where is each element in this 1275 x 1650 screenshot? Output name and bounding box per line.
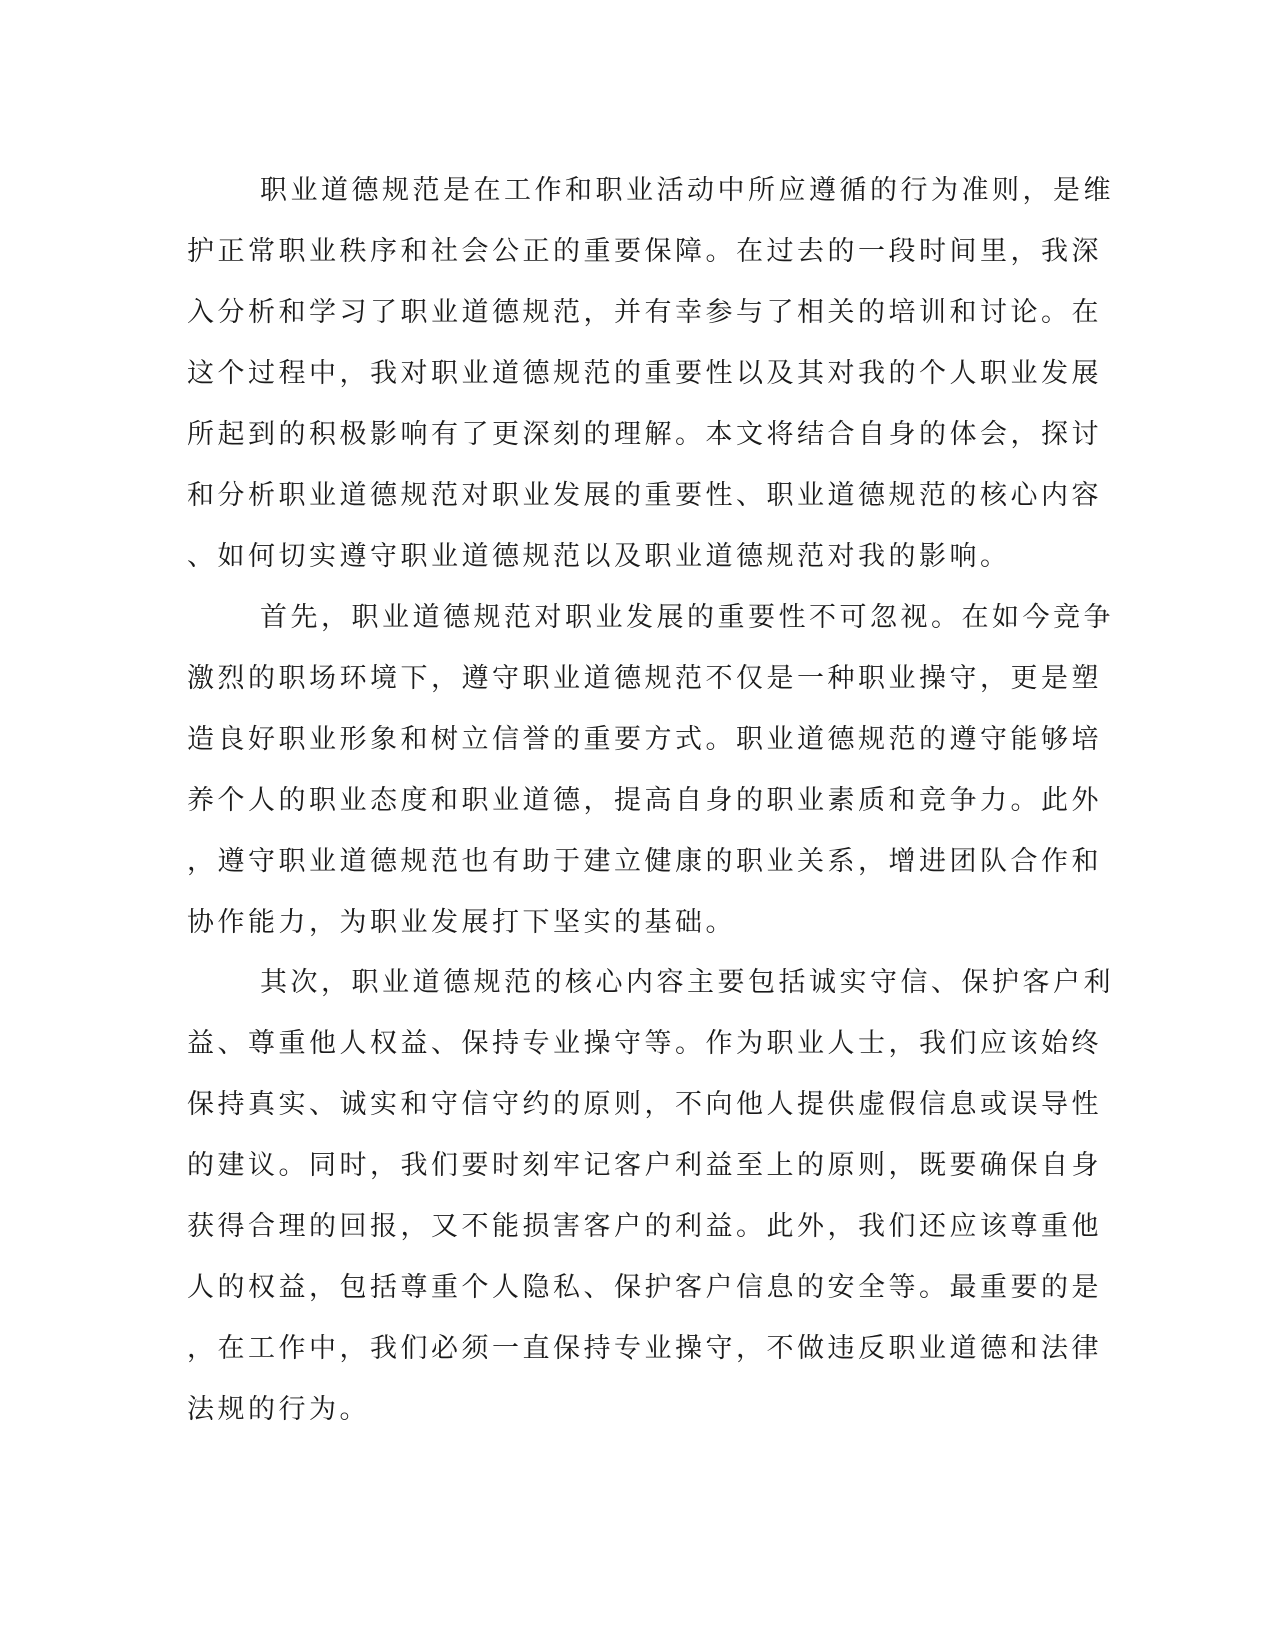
text-line: 入分析和学习了职业道德规范，并有幸参与了相关的培训和讨论。在 (187, 297, 1102, 328)
text-line: 护正常职业秩序和社会公正的重要保障。在过去的一段时间里，我深 (187, 236, 1102, 267)
paragraph-importance (187, 587, 1114, 953)
text-line: 人的权益，包括尊重个人隐私、保护客户信息的安全等。最重要的是 (187, 1272, 1102, 1303)
paragraph-introduction (187, 160, 1114, 587)
text-line: 养个人的职业态度和职业道德，提高自身的职业素质和竞争力。此外 (187, 785, 1102, 816)
text-line: 和分析职业道德规范对职业发展的重要性、职业道德规范的核心内容 (187, 480, 1102, 511)
text-line: 职业道德规范是在工作和职业活动中所应遵循的行为准则，是维 (260, 175, 1114, 206)
paragraph-core-content (187, 952, 1114, 1440)
text-line: 获得合理的回报，又不能损害客户的利益。此外，我们还应该尊重他 (187, 1211, 1102, 1242)
text-line: 保持真实、诚实和守信守约的原则，不向他人提供虚假信息或误导性 (187, 1089, 1102, 1120)
text-line: ，在工作中，我们必须一直保持专业操守，不做违反职业道德和法律 (187, 1333, 1102, 1364)
text-line: 益、尊重他人权益、保持专业操守等。作为职业人士，我们应该始终 (187, 1028, 1102, 1059)
text-line: 这个过程中，我对职业道德规范的重要性以及其对我的个人职业发展 (187, 358, 1102, 389)
text-line: 的建议。同时，我们要时刻牢记客户利益至上的原则，既要确保自身 (187, 1150, 1102, 1181)
text-line: 其次，职业道德规范的核心内容主要包括诚实守信、保护客户利 (260, 967, 1114, 998)
text-line: 法规的行为。 (187, 1394, 370, 1425)
text-line: 、如何切实遵守职业道德规范以及职业道德规范对我的影响。 (187, 541, 1011, 572)
text-line: 协作能力，为职业发展打下坚实的基础。 (187, 907, 736, 938)
text-line: 造良好职业形象和树立信誉的重要方式。职业道德规范的遵守能够培 (187, 724, 1102, 755)
text-line: 激烈的职场环境下，遵守职业道德规范不仅是一种职业操守，更是塑 (187, 663, 1102, 694)
text-line: ，遵守职业道德规范也有助于建立健康的职业关系，增进团队合作和 (187, 846, 1102, 877)
text-line: 所起到的积极影响有了更深刻的理解。本文将结合自身的体会，探讨 (187, 419, 1102, 450)
text-line: 首先，职业道德规范对职业发展的重要性不可忽视。在如今竞争 (260, 602, 1114, 633)
